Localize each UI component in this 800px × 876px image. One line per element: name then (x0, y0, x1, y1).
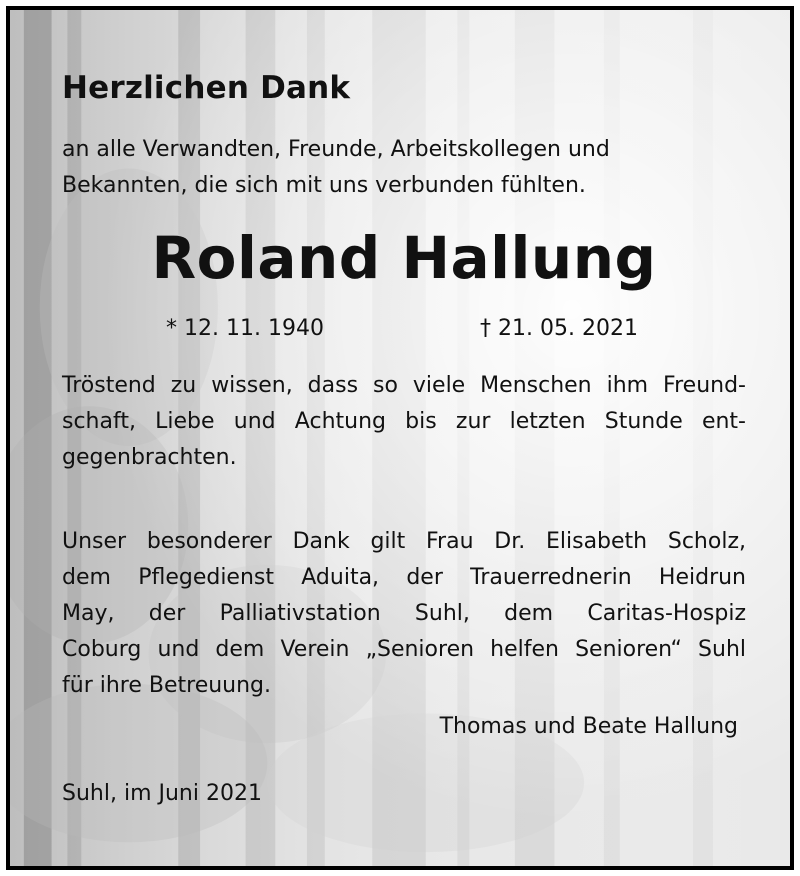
obituary-notice (6, 6, 794, 870)
paragraph-line: Unser besonderer Dank gilt Frau Dr. Elisabeth Scholz, (62, 529, 746, 554)
deceased-name: Roland Hallung (151, 224, 657, 292)
paragraph-line: schaft, Liebe und Achtung bis zur letzten Stunde ent- (62, 409, 746, 434)
paragraph-line: Coburg und dem Verein „Senioren helfen Senioren“ Suhl (62, 637, 746, 662)
intro-text (62, 132, 742, 204)
paragraph-line: für ihre Betreuung. (62, 673, 272, 698)
comfort-paragraph (62, 368, 746, 476)
birth-date: * 12. 11. 1940 (166, 316, 324, 341)
death-date: † 21. 05. 2021 (480, 316, 638, 341)
paragraph-line: gegenbrachten. (62, 445, 237, 470)
intro-line: Bekannten, die sich mit uns verbunden fühlten. (62, 173, 586, 198)
paragraph-line: May, der Palliativstation Suhl, dem Caritas-Hospiz (62, 601, 746, 626)
paragraph-line: dem Pflegedienst Aduita, der Trauerrednerin Heidrun (62, 565, 746, 590)
place-date: Suhl, im Juni 2021 (62, 781, 262, 806)
intro-line: an alle Verwandten, Freunde, Arbeitskollegen und (62, 137, 610, 162)
thanks-paragraph (62, 524, 746, 704)
paragraph-line: Tröstend zu wissen, dass so viele Menschen ihm Freund- (62, 373, 746, 398)
notice-content (10, 10, 790, 866)
heading: Herzlichen Dank (62, 70, 351, 106)
signature: Thomas und Beate Hallung (439, 714, 738, 739)
